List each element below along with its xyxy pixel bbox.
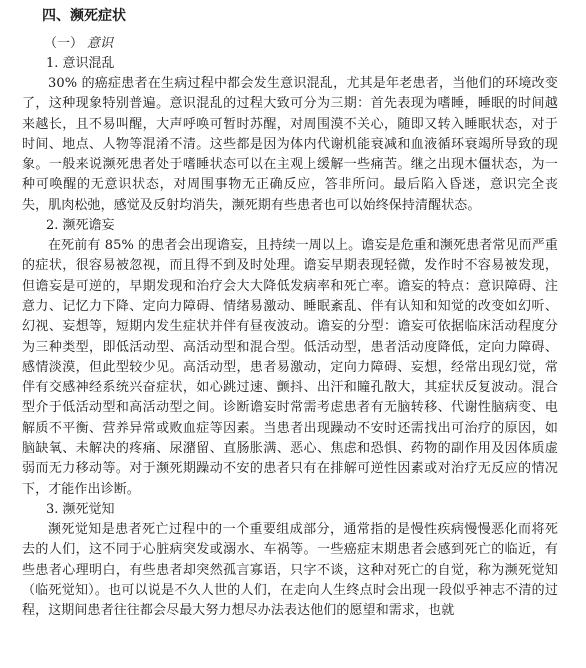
item-heading-awareness: 3. 濒死觉知 (46, 501, 115, 517)
item-heading-delirium: 2. 濒死谵妄 (46, 218, 115, 234)
section-title: 意识 (87, 36, 114, 51)
paragraph-confusion: 30% 的癌症患者在生病过程中都会发生意识混乱，尤其是年老患者，当他们的环境改变了，这种现象特别普遍。意识混乱的过程大致可分为三期：首先表现为嗜睡，睡眠的时间越来越长，且不易叫醒，大声呼唤可暂时苏醒，对周围漠不关心，随即又转入睡眠状态，对于时间、地点、人物等混淆不清。这些都是因为体内代谢机能衰减和血液循环衰竭所导致的现象。一般来说濒死患者处于嗜睡状态可以在主观上缓解一些痛苦。继之出现木僵状态，为一种可唤醒的无意识状态，对周围事物无正确反应，答非所问。最后陷入昏迷，意识完全丧失，肌肉松弛，感觉及反射均消失，濒死期有些患者也可以始终保持清醒状态。 (22, 76, 558, 213)
section-number: （一） (44, 36, 84, 51)
item-awareness (22, 500, 558, 621)
item-delirium (22, 216, 558, 500)
section-heading (44, 34, 558, 54)
paragraph-awareness: 濒死觉知是患者死亡过程中的一个重要组成部分，通常指的是慢性疾病慢慢恶化而将死去的人们，这不同于心脏病突发或溺水、车祸等。一些癌症末期患者会感到死亡的临近，有些患者心理明白，有些患者却突然孤言寡语，只字不谈，这种对死亡的自觉，称为濒死觉知（临死觉知）。也可以说是不久人世的人们，在走向人生终点时会出现一段似乎神志不清的过程，这期间患者往往都会尽最大努力想尽办法表达他们的愿望和需求，也就 (22, 521, 558, 619)
paragraph-delirium: 在死前有 85% 的患者会出现谵妄，且持续一周以上。谵妄是危重和濒死患者常见而严重的症状，很容易被忽视，而且得不到及时处理。谵妄早期表现轻微，发作时不容易被发现，但谵妄是可逆的，早期发现和治疗会大大降低发病率和死亡率。谵妄的特点：意识障碍、注意力、记忆力下降、定向力障碍、情绪易激动、睡眠紊乱、伴有认知和知觉的改变如幻听、幻视、妄想等，短期内发生症状并伴有昼夜波动。谵妄的分型：谵妄可依据临床活动程度分为三种类型，即低活动型、高活动型和混合型。低活动型，患者活动度降低，定向力障碍、感情淡漠，但此型较少见。高活动型，患者易激动，定向力障碍、妄想，经常出现幻觉，常伴有交感神经系统兴奋症状，如心跳过速、颤抖、出汗和瞳孔散大，其症状反复波动。混合型介于低活动型和高活动型之间。诊断谵妄时常需考虑患者有无脑转移、代谢性脑病变、电解质不平衡、营养异常或败血症等因素。当患者出现躁动不安时还需找出可治疗的原因，如脑缺氧、未解决的疼痛、尿潴留、直肠胀满、恶心、焦虑和恐惧、药物的副作用及因体质虚弱而无力移动等。对于濒死期躁动不安的患者只有在排解可逆性因素或对治疗无反应的情况下，才能作出诊断。 (22, 238, 558, 497)
chapter-heading: 四、濒死症状 (42, 8, 126, 24)
item-heading-confusion: 1. 意识混乱 (46, 56, 115, 71)
item-confusion (22, 54, 558, 216)
